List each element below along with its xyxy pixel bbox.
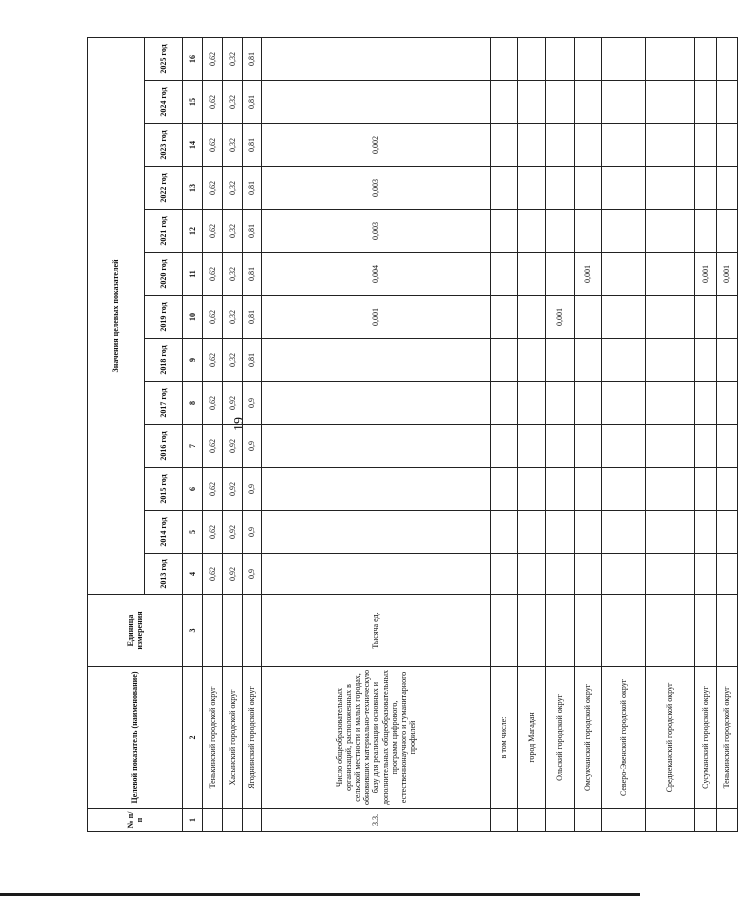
indicator-name-cell: Северо-Эвенский городской округ — [602, 667, 646, 809]
value-cell: 0,001 — [575, 253, 602, 296]
value-cell — [546, 468, 575, 511]
value-cell — [602, 554, 646, 595]
value-cell: 0,81 — [243, 296, 262, 339]
value-cell: 0,001 — [717, 253, 738, 296]
value-cell — [602, 210, 646, 253]
value-cell — [695, 382, 717, 425]
value-cell — [491, 511, 518, 554]
unit-cell — [575, 595, 602, 667]
indicator-name-cell: Ольский городской округ — [546, 667, 575, 809]
header-indicator: Целевой показатель (наименование) — [88, 667, 183, 809]
table-row — [695, 37, 717, 831]
value-cell — [546, 124, 575, 167]
unit-cell — [646, 595, 695, 667]
value-cell — [546, 554, 575, 595]
value-cell — [518, 253, 546, 296]
value-cell — [575, 37, 602, 80]
value-cell — [646, 296, 695, 339]
value-cell: 0,32 — [223, 37, 243, 80]
value-cell — [491, 296, 518, 339]
value-cell — [646, 339, 695, 382]
value-cell — [262, 37, 491, 80]
value-cell — [491, 210, 518, 253]
value-cell: 0,004 — [262, 253, 491, 296]
value-cell — [695, 167, 717, 210]
header-no: № п/п — [88, 809, 183, 832]
header-year: 2024 год — [145, 81, 183, 124]
value-cell — [575, 124, 602, 167]
value-cell — [695, 296, 717, 339]
value-cell: 0,9 — [243, 382, 262, 425]
value-cell: 0,001 — [262, 296, 491, 339]
value-cell — [717, 167, 738, 210]
value-cell — [575, 167, 602, 210]
value-cell: 0,62 — [203, 468, 223, 511]
value-cell — [575, 554, 602, 595]
value-cell — [717, 210, 738, 253]
column-index-cell: 12 — [183, 210, 203, 253]
value-cell — [491, 468, 518, 511]
column-index-cell: 11 — [183, 253, 203, 296]
unit-cell — [518, 595, 546, 667]
value-cell — [518, 554, 546, 595]
value-cell — [518, 382, 546, 425]
value-cell: 0,9 — [243, 511, 262, 554]
header-year: 2019 год — [145, 296, 183, 339]
value-cell — [717, 339, 738, 382]
value-cell — [262, 425, 491, 468]
value-cell — [491, 37, 518, 80]
column-index-cell: 10 — [183, 296, 203, 339]
row-number-cell: 3.3. — [262, 809, 491, 832]
value-cell — [575, 296, 602, 339]
value-cell — [546, 425, 575, 468]
value-cell — [646, 210, 695, 253]
unit-cell: Тысяча ед. — [262, 595, 491, 667]
value-cell — [646, 511, 695, 554]
value-cell — [518, 339, 546, 382]
value-cell: 0,92 — [223, 382, 243, 425]
value-cell: 0,32 — [223, 167, 243, 210]
value-cell: 0,81 — [243, 167, 262, 210]
value-cell — [717, 554, 738, 595]
value-cell — [546, 511, 575, 554]
unit-cell — [203, 595, 223, 667]
header-year: 2015 год — [145, 468, 183, 511]
header-year: 2022 год — [145, 167, 183, 210]
row-number-cell — [575, 809, 602, 832]
value-cell — [518, 124, 546, 167]
value-cell: 0,32 — [223, 253, 243, 296]
table-row — [262, 37, 491, 831]
value-cell — [518, 81, 546, 124]
value-cell: 0,81 — [243, 81, 262, 124]
unit-cell — [491, 595, 518, 667]
value-cell — [646, 382, 695, 425]
value-cell — [491, 81, 518, 124]
value-cell — [646, 554, 695, 595]
value-cell — [262, 511, 491, 554]
value-cell — [491, 167, 518, 210]
value-cell — [491, 425, 518, 468]
value-cell — [546, 253, 575, 296]
value-cell — [695, 124, 717, 167]
value-cell — [717, 124, 738, 167]
value-cell — [518, 425, 546, 468]
value-cell: 0,32 — [223, 339, 243, 382]
unit-cell — [717, 595, 738, 667]
value-cell: 0,81 — [243, 253, 262, 296]
value-cell: 0,9 — [243, 468, 262, 511]
value-cell — [546, 167, 575, 210]
value-cell — [491, 253, 518, 296]
value-cell: 0,001 — [546, 296, 575, 339]
value-cell: 0,62 — [203, 210, 223, 253]
value-cell — [602, 511, 646, 554]
row-number-cell — [695, 809, 717, 832]
header-year: 2013 год — [145, 554, 183, 595]
header-year: 2017 год — [145, 382, 183, 425]
value-cell — [575, 210, 602, 253]
value-cell — [518, 210, 546, 253]
header-year: 2023 год — [145, 124, 183, 167]
column-index-cell: 15 — [183, 81, 203, 124]
column-index-cell: 14 — [183, 124, 203, 167]
value-cell — [575, 382, 602, 425]
value-cell: 0,001 — [695, 253, 717, 296]
value-cell — [646, 167, 695, 210]
column-index-cell: 6 — [183, 468, 203, 511]
indicator-name-cell: Тенькинский городской округ — [203, 667, 223, 809]
value-cell: 0,92 — [223, 511, 243, 554]
value-cell — [695, 210, 717, 253]
table-row — [646, 37, 695, 831]
value-cell — [602, 124, 646, 167]
value-cell — [546, 382, 575, 425]
value-cell — [695, 339, 717, 382]
value-cell: 0,32 — [223, 210, 243, 253]
value-cell — [546, 210, 575, 253]
value-cell: 0,002 — [262, 124, 491, 167]
value-cell — [602, 253, 646, 296]
value-cell — [695, 511, 717, 554]
column-index-cell: 9 — [183, 339, 203, 382]
value-cell — [602, 382, 646, 425]
table-row — [223, 37, 243, 831]
value-cell: 0,003 — [262, 210, 491, 253]
indicator-name-cell: город Магадан — [518, 667, 546, 809]
value-cell — [646, 468, 695, 511]
value-cell: 0,81 — [243, 37, 262, 80]
value-cell: 0,62 — [203, 511, 223, 554]
value-cell: 0,32 — [223, 81, 243, 124]
table-row — [518, 37, 546, 831]
header-unit: Единица измерения — [88, 595, 183, 667]
column-index-cell: 13 — [183, 167, 203, 210]
page-number: 19 — [232, 417, 247, 431]
value-cell — [602, 81, 646, 124]
rotated-page — [87, 42, 732, 832]
target-indicators-table — [87, 37, 738, 832]
value-cell — [695, 37, 717, 80]
value-cell — [518, 296, 546, 339]
value-cell: 0,81 — [243, 210, 262, 253]
value-cell — [546, 37, 575, 80]
value-cell: 0,62 — [203, 382, 223, 425]
row-number-cell — [243, 809, 262, 832]
unit-cell — [695, 595, 717, 667]
value-cell — [575, 81, 602, 124]
row-number-cell — [602, 809, 646, 832]
table-row — [203, 37, 223, 831]
value-cell — [602, 468, 646, 511]
value-cell: 0,62 — [203, 554, 223, 595]
value-cell — [717, 81, 738, 124]
value-cell — [646, 425, 695, 468]
table-row — [602, 37, 646, 831]
value-cell — [262, 468, 491, 511]
value-cell — [602, 37, 646, 80]
value-cell: 0,62 — [203, 167, 223, 210]
value-cell: 0,62 — [203, 425, 223, 468]
value-cell — [602, 339, 646, 382]
row-number-cell — [646, 809, 695, 832]
column-index-cell: 2 — [183, 667, 203, 809]
column-index-cell: 16 — [183, 37, 203, 80]
value-cell: 0,92 — [223, 425, 243, 468]
table-row — [546, 37, 575, 831]
value-cell: 0,62 — [203, 339, 223, 382]
indicator-name-cell: Среднеканский городской округ — [646, 667, 695, 809]
header-year: 2025 год — [145, 37, 183, 80]
value-cell: 0,92 — [223, 554, 243, 595]
scan-edge-line — [0, 893, 640, 896]
value-cell — [695, 554, 717, 595]
column-index-cell: 7 — [183, 425, 203, 468]
value-cell: 0,9 — [243, 425, 262, 468]
value-cell: 0,92 — [223, 468, 243, 511]
unit-cell — [223, 595, 243, 667]
row-number-cell — [491, 809, 518, 832]
value-cell — [646, 37, 695, 80]
indicator-name-cell: Омсукчанский городской округ — [575, 667, 602, 809]
indicator-name-cell: Число общеобразовательных организаций, расположенных в сельской местности и малых городах, обновивших материально-техническую базу для реализации основных и дополнительных общеобразовательных программ цифрового, естественнонаучного и гуманитарного профилей — [262, 667, 491, 809]
value-cell — [717, 296, 738, 339]
value-cell — [575, 425, 602, 468]
table-row — [717, 37, 738, 831]
value-cell — [518, 167, 546, 210]
value-cell — [491, 382, 518, 425]
indicator-name-cell: Хасынский городской округ — [223, 667, 243, 809]
value-cell — [262, 81, 491, 124]
value-cell — [602, 425, 646, 468]
value-cell — [602, 167, 646, 210]
value-cell — [695, 425, 717, 468]
row-number-cell — [223, 809, 243, 832]
unit-cell — [243, 595, 262, 667]
value-cell — [646, 253, 695, 296]
value-cell: 0,003 — [262, 167, 491, 210]
unit-cell — [602, 595, 646, 667]
value-cell — [717, 468, 738, 511]
value-cell — [491, 339, 518, 382]
value-cell: 0,32 — [223, 296, 243, 339]
indicator-name-cell: Сусуманский городской округ — [695, 667, 717, 809]
column-index-cell: 1 — [183, 809, 203, 832]
value-cell — [518, 511, 546, 554]
value-cell: 0,62 — [203, 124, 223, 167]
value-cell: 0,81 — [243, 339, 262, 382]
value-cell: 0,62 — [203, 81, 223, 124]
value-cell — [262, 554, 491, 595]
value-cell — [717, 382, 738, 425]
value-cell — [717, 511, 738, 554]
column-index-cell: 5 — [183, 511, 203, 554]
value-cell — [717, 425, 738, 468]
column-index-cell: 3 — [183, 595, 203, 667]
value-cell — [717, 37, 738, 80]
row-number-cell — [717, 809, 738, 832]
value-cell — [546, 339, 575, 382]
row-number-cell — [203, 809, 223, 832]
header-year: 2020 год — [145, 253, 183, 296]
indicator-name-cell: Ягоднинский городской округ — [243, 667, 262, 809]
value-cell — [646, 81, 695, 124]
indicator-name-cell: в том числе: — [491, 667, 518, 809]
value-cell — [646, 124, 695, 167]
table-row — [575, 37, 602, 831]
value-cell — [491, 554, 518, 595]
value-cell — [491, 124, 518, 167]
value-cell: 0,62 — [203, 296, 223, 339]
header-values-group: Значения целевых показателей — [88, 37, 145, 594]
value-cell: 0,81 — [243, 124, 262, 167]
value-cell — [575, 511, 602, 554]
value-cell — [518, 37, 546, 80]
header-year: 2018 год — [145, 339, 183, 382]
value-cell: 0,32 — [223, 124, 243, 167]
table-row — [491, 37, 518, 831]
value-cell — [695, 468, 717, 511]
row-number-cell — [518, 809, 546, 832]
value-cell — [575, 339, 602, 382]
column-index-cell: 4 — [183, 554, 203, 595]
value-cell — [602, 296, 646, 339]
value-cell: 0,62 — [203, 37, 223, 80]
header-year: 2014 год — [145, 511, 183, 554]
header-year: 2021 год — [145, 210, 183, 253]
column-index-cell: 8 — [183, 382, 203, 425]
unit-cell — [546, 595, 575, 667]
value-cell: 0,62 — [203, 253, 223, 296]
value-cell — [518, 468, 546, 511]
value-cell — [695, 81, 717, 124]
value-cell — [575, 468, 602, 511]
row-number-cell — [546, 809, 575, 832]
value-cell: 0,9 — [243, 554, 262, 595]
header-year: 2016 год — [145, 425, 183, 468]
value-cell — [546, 81, 575, 124]
value-cell — [262, 339, 491, 382]
table-row — [243, 37, 262, 831]
indicator-name-cell: Тенькинский городской округ — [717, 667, 738, 809]
value-cell — [262, 382, 491, 425]
